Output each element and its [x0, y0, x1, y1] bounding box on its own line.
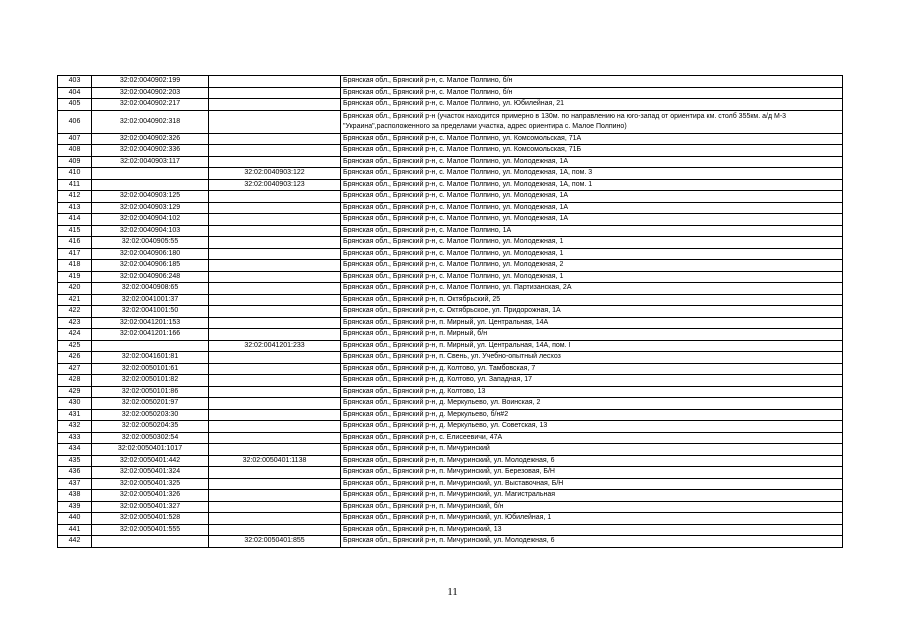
- cadastral-number-cell: 32:02:0040904:103: [92, 225, 209, 237]
- parent-cadastral-number-cell: [209, 501, 341, 513]
- address-cell: Брянская обл., Брянский р-н, с. Малое Полпино, ул. Молодежная, 1: [341, 271, 843, 283]
- parent-cadastral-number-cell: [209, 87, 341, 99]
- row-number-cell: 439: [58, 501, 92, 513]
- row-number-cell: 442: [58, 536, 92, 548]
- address-cell: Брянская обл., Брянский р-н, п. Мичуринский: [341, 444, 843, 456]
- table-row: [58, 214, 843, 226]
- table-row: [58, 432, 843, 444]
- parent-cadastral-number-cell: [209, 156, 341, 168]
- address-cell: Брянская обл., Брянский р-н, с. Малое Полпино, ул. Молодежная, 1А: [341, 202, 843, 214]
- row-number-cell: 425: [58, 340, 92, 352]
- table-row: [58, 133, 843, 145]
- address-cell: Брянская обл., Брянский р-н, с. Малое Полпино, ул. Молодежная, 1А: [341, 191, 843, 203]
- address-cell: Брянская обл., Брянский р-н (участок находится примерно в 130м. по направлению на юго-запад от ориентира км. столб 355км. а/д М-3 "Украина",расположенного за пределами участка, адрес ориентира с. Малое Полпино): [341, 110, 843, 133]
- cadastral-number-cell: 32:02:0050401:528: [92, 513, 209, 525]
- address-cell: Брянская обл., Брянский р-н, с. Малое Полпино, ул. Молодежная, 2: [341, 260, 843, 272]
- parent-cadastral-number-cell: [209, 202, 341, 214]
- parent-cadastral-number-cell: 32:02:0040903:123: [209, 179, 341, 191]
- row-number-cell: 421: [58, 294, 92, 306]
- cadastral-number-cell: 32:02:0050204:35: [92, 421, 209, 433]
- cadastral-number-cell: 32:02:0050401:325: [92, 478, 209, 490]
- address-cell: Брянская обл., Брянский р-н, п. Мичуринский, 13: [341, 524, 843, 536]
- table-row: [58, 168, 843, 180]
- table-row: [58, 110, 843, 133]
- table-row: [58, 191, 843, 203]
- address-cell: Брянская обл., Брянский р-н, п. Мичуринский, б/н: [341, 501, 843, 513]
- cadastral-number-cell: 32:02:0050401:442: [92, 455, 209, 467]
- table-row: [58, 421, 843, 433]
- cadastral-number-cell: [92, 179, 209, 191]
- table-row: [58, 352, 843, 364]
- row-number-cell: 403: [58, 76, 92, 88]
- row-number-cell: 436: [58, 467, 92, 479]
- address-cell: Брянская обл., Брянский р-н, с. Малое Полпино, ул. Молодежная, 1А, пом. 3: [341, 168, 843, 180]
- row-number-cell: 420: [58, 283, 92, 295]
- address-cell: Брянская обл., Брянский р-н, д. Меркульево, ул. Советская, 13: [341, 421, 843, 433]
- cadastral-number-cell: 32:02:0040906:248: [92, 271, 209, 283]
- address-cell: Брянская обл., Брянский р-н, п. Мичуринский, ул. Магистральная: [341, 490, 843, 502]
- cadastral-number-cell: 32:02:0050203:30: [92, 409, 209, 421]
- address-cell: Брянская обл., Брянский р-н, д. Колтово, 13: [341, 386, 843, 398]
- table-row: [58, 363, 843, 375]
- table-row: [58, 99, 843, 111]
- address-cell: Брянская обл., Брянский р-н, п. Мичуринский, ул. Юбилейная, 1: [341, 513, 843, 525]
- parent-cadastral-number-cell: [209, 467, 341, 479]
- parent-cadastral-number-cell: 32:02:0050401:855: [209, 536, 341, 548]
- row-number-cell: 429: [58, 386, 92, 398]
- table-row: [58, 536, 843, 548]
- parent-cadastral-number-cell: [209, 191, 341, 203]
- parent-cadastral-number-cell: [209, 214, 341, 226]
- parent-cadastral-number-cell: [209, 352, 341, 364]
- address-cell: Брянская обл., Брянский р-н, п. Мирный, ул. Центральная, 14А: [341, 317, 843, 329]
- table-row: [58, 375, 843, 387]
- property-table-body: [58, 76, 843, 548]
- parent-cadastral-number-cell: [209, 260, 341, 272]
- address-cell: Брянская обл., Брянский р-н, с. Октябрьское, ул. Придорожная, 1А: [341, 306, 843, 318]
- cadastral-number-cell: [92, 168, 209, 180]
- cadastral-number-cell: 32:02:0041201:166: [92, 329, 209, 341]
- address-cell: Брянская обл., Брянский р-н, с. Малое Полпино, ул. Молодежная, 1А: [341, 156, 843, 168]
- row-number-cell: 428: [58, 375, 92, 387]
- row-number-cell: 415: [58, 225, 92, 237]
- address-cell: Брянская обл., Брянский р-н, п. Мирный, б/н: [341, 329, 843, 341]
- parent-cadastral-number-cell: 32:02:0050401:1138: [209, 455, 341, 467]
- row-number-cell: 423: [58, 317, 92, 329]
- parent-cadastral-number-cell: [209, 478, 341, 490]
- row-number-cell: 435: [58, 455, 92, 467]
- table-row: [58, 294, 843, 306]
- table-row: [58, 260, 843, 272]
- table-row: [58, 248, 843, 260]
- address-cell: Брянская обл., Брянский р-н, п. Мичуринский, ул. Молодежная, 6: [341, 536, 843, 548]
- row-number-cell: 422: [58, 306, 92, 318]
- parent-cadastral-number-cell: [209, 271, 341, 283]
- parent-cadastral-number-cell: [209, 237, 341, 249]
- cadastral-number-cell: 32:02:0040903:129: [92, 202, 209, 214]
- cadastral-number-cell: 32:02:0041001:37: [92, 294, 209, 306]
- parent-cadastral-number-cell: [209, 306, 341, 318]
- cadastral-number-cell: 32:02:0041601:81: [92, 352, 209, 364]
- table-row: [58, 513, 843, 525]
- address-cell: Брянская обл., Брянский р-н, с. Малое Полпино, ул. Молодежная, 1: [341, 237, 843, 249]
- parent-cadastral-number-cell: [209, 145, 341, 157]
- row-number-cell: 404: [58, 87, 92, 99]
- row-number-cell: 417: [58, 248, 92, 260]
- table-row: [58, 237, 843, 249]
- cadastral-number-cell: 32:02:0040902:326: [92, 133, 209, 145]
- address-cell: Брянская обл., Брянский р-н, п. Мичуринский, ул. Выставочная, Б/Н: [341, 478, 843, 490]
- address-cell: Брянская обл., Брянский р-н, п. Свень, ул. Учебно-опытный лесхоз: [341, 352, 843, 364]
- parent-cadastral-number-cell: [209, 398, 341, 410]
- row-number-cell: 406: [58, 110, 92, 133]
- cadastral-number-cell: 32:02:0041201:153: [92, 317, 209, 329]
- parent-cadastral-number-cell: [209, 444, 341, 456]
- row-number-cell: 416: [58, 237, 92, 249]
- parent-cadastral-number-cell: [209, 490, 341, 502]
- row-number-cell: 433: [58, 432, 92, 444]
- address-cell: Брянская обл., Брянский р-н, с. Малое Полпино, ул. Партизанская, 2А: [341, 283, 843, 295]
- row-number-cell: 437: [58, 478, 92, 490]
- table-row: [58, 271, 843, 283]
- table-row: [58, 524, 843, 536]
- cadastral-number-cell: 32:02:0040906:185: [92, 260, 209, 272]
- address-cell: Брянская обл., Брянский р-н, с. Малое Полпино, ул. Молодежная, 1А, пом. 1: [341, 179, 843, 191]
- table-row: [58, 467, 843, 479]
- cadastral-number-cell: 32:02:0050401:326: [92, 490, 209, 502]
- cadastral-number-cell: 32:02:0050302:54: [92, 432, 209, 444]
- address-cell: Брянская обл., Брянский р-н, с. Малое Полпино, б/н: [341, 76, 843, 88]
- row-number-cell: 431: [58, 409, 92, 421]
- cadastral-number-cell: 32:02:0040905:55: [92, 237, 209, 249]
- address-cell: Брянская обл., Брянский р-н, д. Колтово, ул. Тамбовская, 7: [341, 363, 843, 375]
- row-number-cell: 409: [58, 156, 92, 168]
- row-number-cell: 419: [58, 271, 92, 283]
- row-number-cell: 427: [58, 363, 92, 375]
- parent-cadastral-number-cell: 32:02:0040903:122: [209, 168, 341, 180]
- table-row: [58, 409, 843, 421]
- cadastral-number-cell: 32:02:0050401:327: [92, 501, 209, 513]
- address-cell: Брянская обл., Брянский р-н, с. Малое Полпино, ул. Комсомольская, 71А: [341, 133, 843, 145]
- cadastral-number-cell: 32:02:0040902:199: [92, 76, 209, 88]
- cadastral-number-cell: 32:02:0040902:203: [92, 87, 209, 99]
- address-cell: Брянская обл., Брянский р-н, д. Колтово, ул. Западная, 17: [341, 375, 843, 387]
- table-row: [58, 283, 843, 295]
- table-row: [58, 317, 843, 329]
- parent-cadastral-number-cell: [209, 421, 341, 433]
- table-row: [58, 76, 843, 88]
- address-cell: Брянская обл., Брянский р-н, п. Мичуринский, ул. Березовая, Б/Н: [341, 467, 843, 479]
- row-number-cell: 438: [58, 490, 92, 502]
- row-number-cell: 407: [58, 133, 92, 145]
- cadastral-number-cell: [92, 536, 209, 548]
- cadastral-number-cell: 32:02:0040903:117: [92, 156, 209, 168]
- parent-cadastral-number-cell: [209, 329, 341, 341]
- parent-cadastral-number-cell: [209, 110, 341, 133]
- row-number-cell: 440: [58, 513, 92, 525]
- row-number-cell: 426: [58, 352, 92, 364]
- address-cell: Брянская обл., Брянский р-н, с. Малое Полпино, ул. Комсомольская, 71Б: [341, 145, 843, 157]
- table-row: [58, 478, 843, 490]
- parent-cadastral-number-cell: [209, 432, 341, 444]
- parent-cadastral-number-cell: [209, 294, 341, 306]
- cadastral-number-cell: 32:02:0050201:97: [92, 398, 209, 410]
- table-row: [58, 340, 843, 352]
- parent-cadastral-number-cell: [209, 76, 341, 88]
- cadastral-number-cell: 32:02:0040902:217: [92, 99, 209, 111]
- cadastral-number-cell: 32:02:0041001:50: [92, 306, 209, 318]
- address-cell: Брянская обл., Брянский р-н, с. Малое Полпино, б/н: [341, 87, 843, 99]
- address-cell: Брянская обл., Брянский р-н, п. Октябрьский, 25: [341, 294, 843, 306]
- cadastral-number-cell: 32:02:0050101:82: [92, 375, 209, 387]
- row-number-cell: 410: [58, 168, 92, 180]
- address-cell: Брянская обл., Брянский р-н, с. Малое Полпино, 1А: [341, 225, 843, 237]
- address-cell: Брянская обл., Брянский р-н, д. Меркульево, б/н#2: [341, 409, 843, 421]
- page-number: 11: [447, 586, 458, 598]
- parent-cadastral-number-cell: [209, 513, 341, 525]
- row-number-cell: 441: [58, 524, 92, 536]
- cadastral-number-cell: [92, 340, 209, 352]
- table-row: [58, 501, 843, 513]
- row-number-cell: 414: [58, 214, 92, 226]
- parent-cadastral-number-cell: [209, 99, 341, 111]
- cadastral-number-cell: 32:02:0050101:86: [92, 386, 209, 398]
- cadastral-number-cell: 32:02:0050401:1017: [92, 444, 209, 456]
- address-cell: Брянская обл., Брянский р-н, с. Малое Полпино, ул. Молодежная, 1: [341, 248, 843, 260]
- row-number-cell: 413: [58, 202, 92, 214]
- table-row: [58, 156, 843, 168]
- table-row: [58, 444, 843, 456]
- table-row: [58, 386, 843, 398]
- address-cell: Брянская обл., Брянский р-н, п. Мичуринский, ул. Молодежная, 6: [341, 455, 843, 467]
- cadastral-number-cell: 32:02:0040903:125: [92, 191, 209, 203]
- cadastral-number-cell: 32:02:0040908:65: [92, 283, 209, 295]
- address-cell: Брянская обл., Брянский р-н, с. Малое Полпино, ул. Молодежная, 1А: [341, 214, 843, 226]
- cadastral-number-cell: 32:02:0040904:102: [92, 214, 209, 226]
- address-cell: Брянская обл., Брянский р-н, с. Малое Полпино, ул. Юбилейная, 21: [341, 99, 843, 111]
- row-number-cell: 430: [58, 398, 92, 410]
- row-number-cell: 411: [58, 179, 92, 191]
- row-number-cell: 418: [58, 260, 92, 272]
- table-row: [58, 329, 843, 341]
- table-row: [58, 490, 843, 502]
- parent-cadastral-number-cell: [209, 317, 341, 329]
- row-number-cell: 432: [58, 421, 92, 433]
- table-row: [58, 202, 843, 214]
- property-table: [57, 75, 843, 548]
- address-cell: Брянская обл., Брянский р-н, д. Меркульево, ул. Воинская, 2: [341, 398, 843, 410]
- cadastral-number-cell: 32:02:0040906:180: [92, 248, 209, 260]
- parent-cadastral-number-cell: [209, 133, 341, 145]
- address-cell: Брянская обл., Брянский р-н, п. Мирный, ул. Центральная, 14А, пом. I: [341, 340, 843, 352]
- row-number-cell: 434: [58, 444, 92, 456]
- table-row: [58, 398, 843, 410]
- row-number-cell: 424: [58, 329, 92, 341]
- parent-cadastral-number-cell: [209, 524, 341, 536]
- parent-cadastral-number-cell: [209, 409, 341, 421]
- table-row: [58, 179, 843, 191]
- parent-cadastral-number-cell: [209, 363, 341, 375]
- table-row: [58, 306, 843, 318]
- cadastral-number-cell: 32:02:0050401:324: [92, 467, 209, 479]
- parent-cadastral-number-cell: [209, 375, 341, 387]
- address-cell: Брянская обл., Брянский р-н, с. Елисеевичи, 47А: [341, 432, 843, 444]
- cadastral-number-cell: 32:02:0050101:61: [92, 363, 209, 375]
- row-number-cell: 405: [58, 99, 92, 111]
- cadastral-number-cell: 32:02:0040902:336: [92, 145, 209, 157]
- parent-cadastral-number-cell: [209, 283, 341, 295]
- parent-cadastral-number-cell: [209, 386, 341, 398]
- table-row: [58, 87, 843, 99]
- table-row: [58, 455, 843, 467]
- cadastral-number-cell: 32:02:0040902:318: [92, 110, 209, 133]
- parent-cadastral-number-cell: 32:02:0041201:233: [209, 340, 341, 352]
- row-number-cell: 412: [58, 191, 92, 203]
- parent-cadastral-number-cell: [209, 248, 341, 260]
- parent-cadastral-number-cell: [209, 225, 341, 237]
- cadastral-number-cell: 32:02:0050401:555: [92, 524, 209, 536]
- table-row: [58, 145, 843, 157]
- table-row: [58, 225, 843, 237]
- row-number-cell: 408: [58, 145, 92, 157]
